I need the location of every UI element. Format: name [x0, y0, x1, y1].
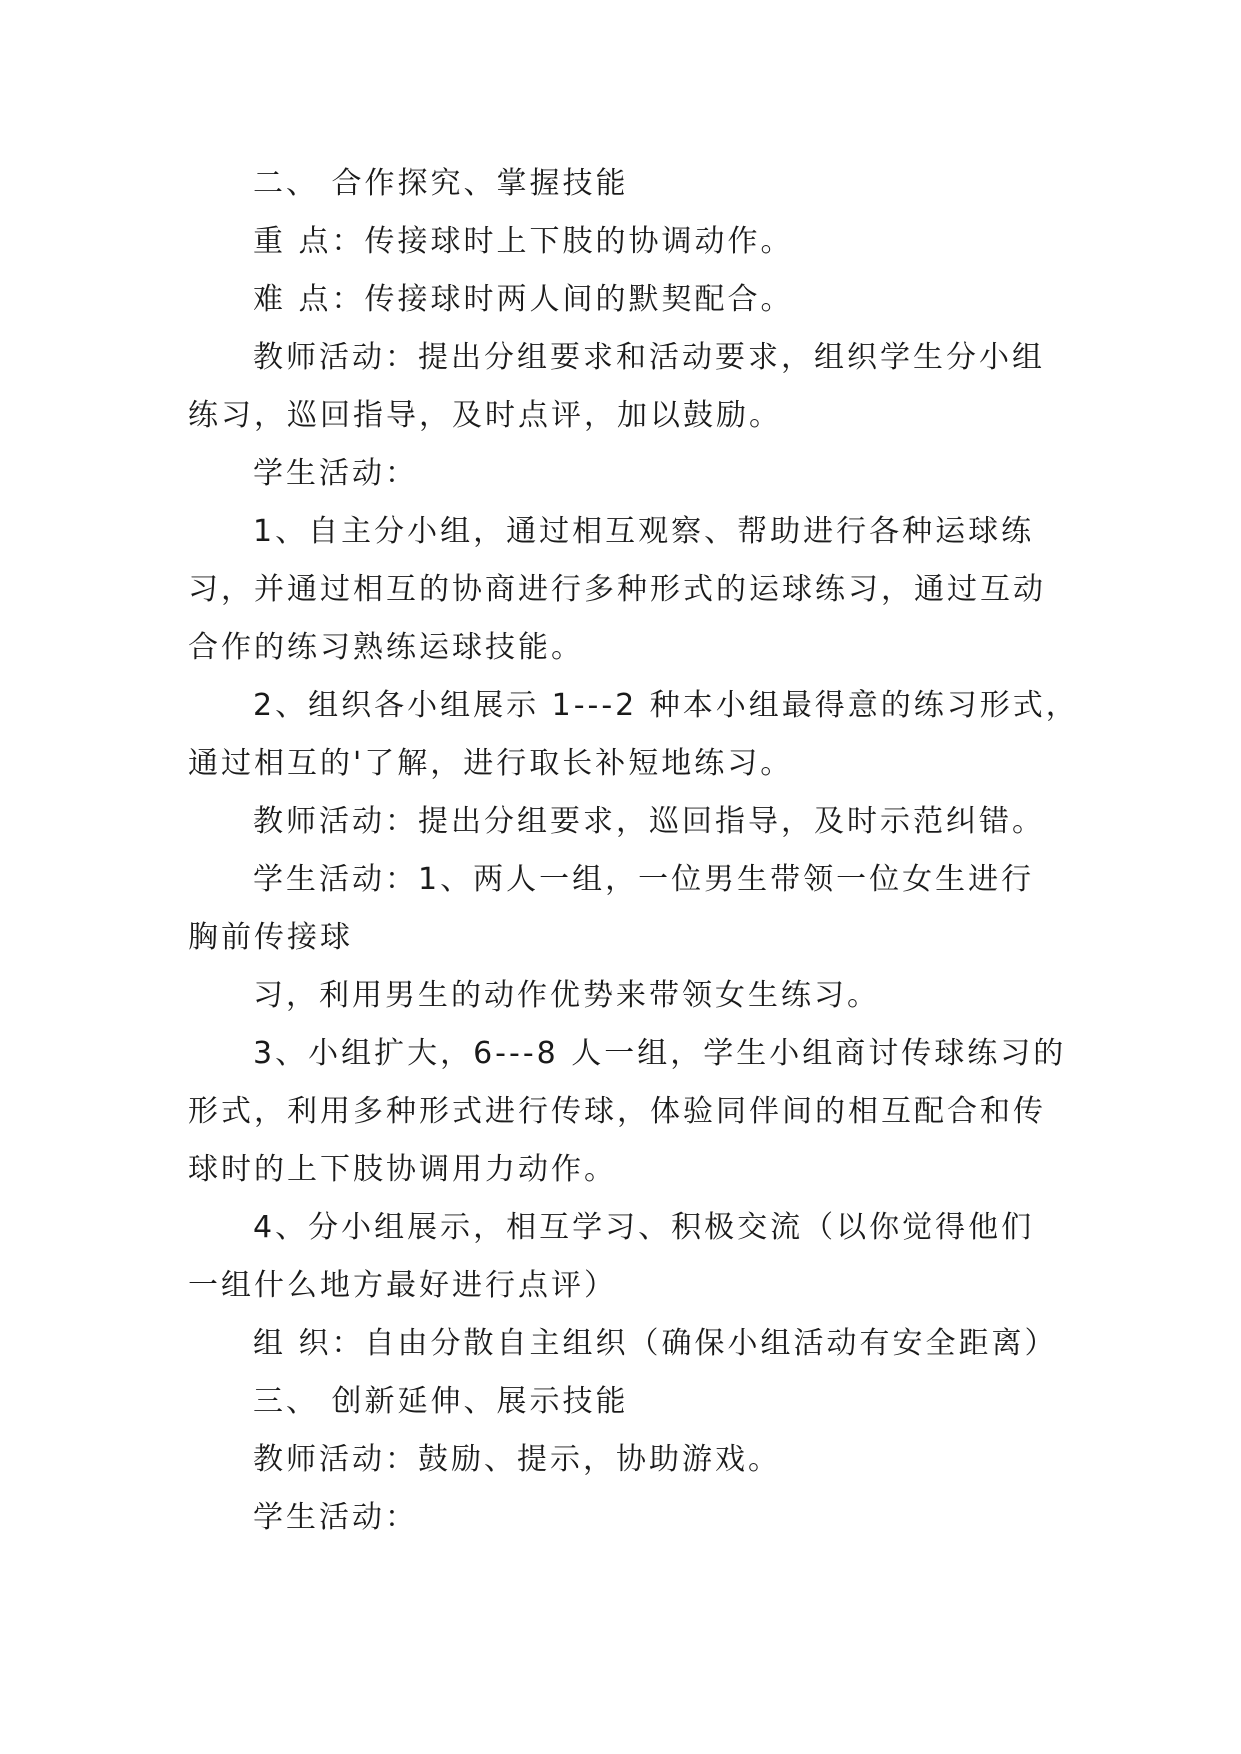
section-heading: 二、 合作探究、掌握技能: [253, 166, 629, 201]
paragraph-line: 球时的上下肢协调用力动作。: [188, 1152, 617, 1187]
paragraph-line: 3、小组扩大，6---8 人一组，学生小组商讨传球练习的: [253, 1036, 1067, 1071]
paragraph-line: 学生活动：: [253, 456, 418, 491]
paragraph-line: 1、自主分小组，通过相互观察、帮助进行各种运球练: [253, 514, 1035, 549]
paragraph-line: 组 织：自由分散自主组织（确保小组活动有安全距离）: [253, 1326, 1058, 1361]
paragraph-line: 一组什么地方最好进行点评）: [188, 1268, 617, 1303]
paragraph-line: 通过相互的'了解，进行取长补短地练习。: [188, 746, 794, 781]
paragraph-line: 学生活动：: [253, 1500, 418, 1535]
paragraph-line: 习，并通过相互的协商进行多种形式的运球练习，通过互动: [188, 572, 1046, 607]
paragraph-line: 合作的练习熟练运球技能。: [188, 630, 584, 665]
paragraph-line: 学生活动：1、两人一组，一位男生带领一位女生进行: [253, 862, 1035, 897]
key-point: 重 点：传接球时上下肢的协调动作。: [253, 224, 794, 259]
paragraph-line: 教师活动：提出分组要求和活动要求，组织学生分小组: [253, 340, 1045, 375]
paragraph-line: 练习，巡回指导，及时点评，加以鼓励。: [188, 398, 782, 433]
section-heading: 三、 创新延伸、展示技能: [253, 1384, 629, 1419]
paragraph-line: 教师活动：提出分组要求，巡回指导，及时示范纠错。: [253, 804, 1045, 839]
paragraph-line: 形式，利用多种形式进行传球，体验同伴间的相互配合和传: [188, 1094, 1046, 1129]
paragraph-line: 习，利用男生的动作优势来带领女生练习。: [253, 978, 880, 1013]
paragraph-line: 2、组织各小组展示 1---2 种本小组最得意的练习形式，: [253, 688, 1079, 723]
paragraph-line: 教师活动：鼓励、提示，协助游戏。: [253, 1442, 781, 1477]
paragraph-line: 4、分小组展示，相互学习、积极交流（以你觉得他们: [253, 1210, 1035, 1245]
paragraph-line: 胸前传接球: [188, 920, 353, 955]
difficult-point: 难 点：传接球时两人间的默契配合。: [253, 282, 794, 317]
